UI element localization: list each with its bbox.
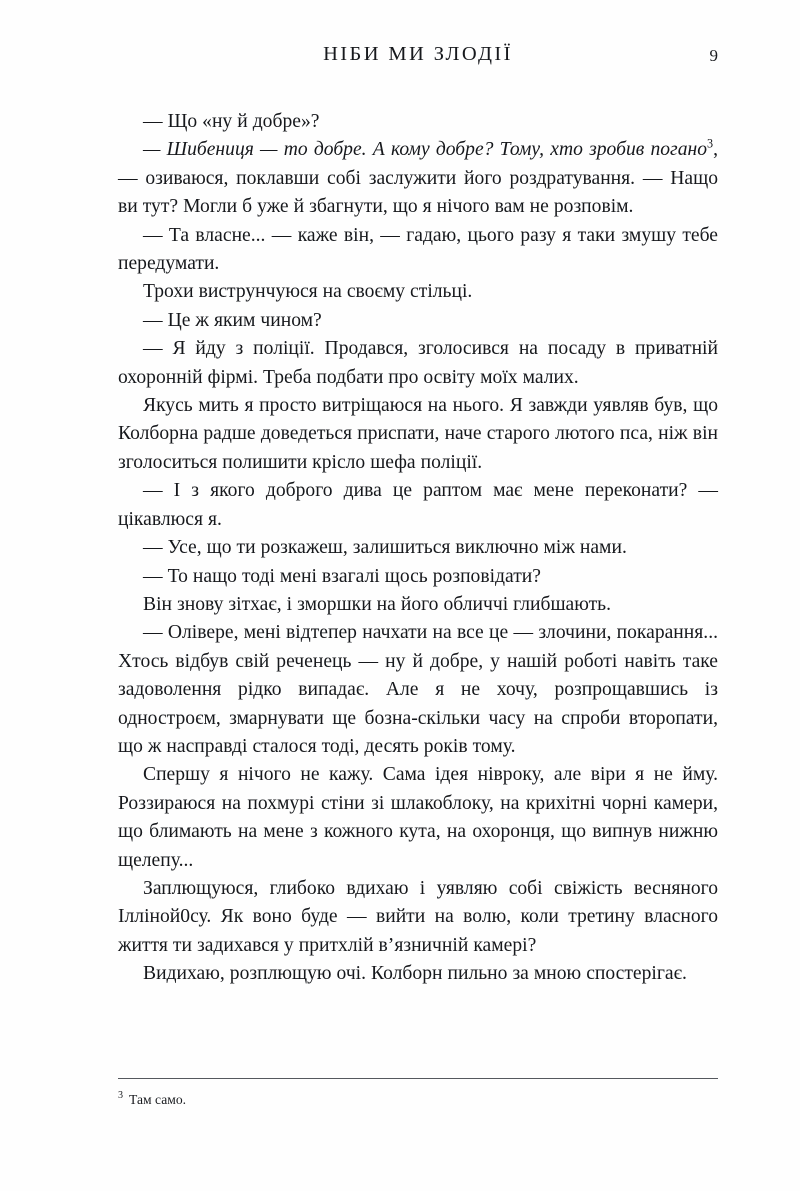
running-head bbox=[118, 40, 718, 70]
paragraph: — Я йду з поліції. Продався, зголосився на посаду в приватній охоронній фірмі. Треба подбати про освіту моїх малих. bbox=[118, 338, 718, 388]
running-head-title: НІБИ МИ ЗЛОДІЇ bbox=[323, 43, 513, 65]
footnote-area bbox=[118, 1078, 718, 1110]
footnote-text: Там само. bbox=[129, 1092, 187, 1107]
paragraph: — Усе, що ти розкажеш, залишиться виключно між нами. bbox=[143, 537, 627, 559]
paragraph: — Це ж яким чином? bbox=[143, 309, 322, 331]
paragraph: Якусь мить я просто витріщаюся на нього. Я завжди уявляв був, що Колборна радше доведеться приспати, наче старого лютого пса, ніж він зголоситься полишити крісло шефа поліції. bbox=[118, 395, 718, 473]
footnote-reference[interactable]: 3 bbox=[707, 136, 714, 151]
paragraph: — Олівере, мені відтепер начхати на все це — злочини, покарання... Хтось відбув свій реченець — ну й добре, у нашій роботі навіть таке задоволення рідко випадає. Але я не хочу, розпрощавшись із одностроєм, змарнувати ще бозна-скільки часу на спроби второпати, що ж насправді сталося тоді, десять років тому. bbox=[118, 622, 718, 757]
paragraph: — І з якого доброго дива це раптом має мене переконати? — цікавлюся я. bbox=[118, 480, 718, 530]
footnote-number: 3 bbox=[118, 1090, 124, 1102]
paragraph: Заплющуюся, глибоко вдихаю і уявляю собі свіжість весняного Ілліной0су. Як воно буде — вийти на волю, коли третину власного життя ти задихався у притхлій в’язничній камері? bbox=[118, 877, 718, 956]
paragraph: — Що «ну й добре»? bbox=[143, 111, 320, 132]
paragraph-tail: , — озиваюся, поклавши собі заслужити його роздратування. — Нащо ви тут? Могли б уже й збагнути, що я нічого вам не розповім. bbox=[118, 139, 718, 218]
footnote-separator-rule bbox=[118, 1078, 718, 1079]
paragraph: — Та власне... — каже він, — гадаю, цього разу я таки змушу тебе передумати. bbox=[118, 224, 718, 275]
footnote-item bbox=[118, 1090, 718, 1110]
paragraph: Він знову зітхає, і зморшки на його обличчі глибшають. bbox=[143, 593, 612, 615]
italic-quote: — Шибениця — то добре. А кому добре? Тому, хто зробив погано bbox=[143, 139, 708, 161]
body-text-block bbox=[118, 108, 718, 989]
paragraph-with-footnote bbox=[118, 136, 718, 221]
page-number: 9 bbox=[709, 46, 718, 65]
paragraph: Видихаю, розплющую очі. Колборн пильно за мною спостерігає. bbox=[143, 963, 687, 985]
paragraph: Спершу я нічого не кажу. Сама ідея нівроку, але віри я не йму. Роззираюся на похмурі стіни зі шлакоблоку, на крихітні чорні камери, що блимають на мене з кожного кута, на охоронця, що випнув нижню щелепу... bbox=[118, 764, 718, 871]
paragraph: — То нащо тоді мені взагалі щось розповідати? bbox=[143, 565, 541, 587]
paragraph: Трохи виструнчуюся на своєму стільці. bbox=[143, 281, 473, 303]
